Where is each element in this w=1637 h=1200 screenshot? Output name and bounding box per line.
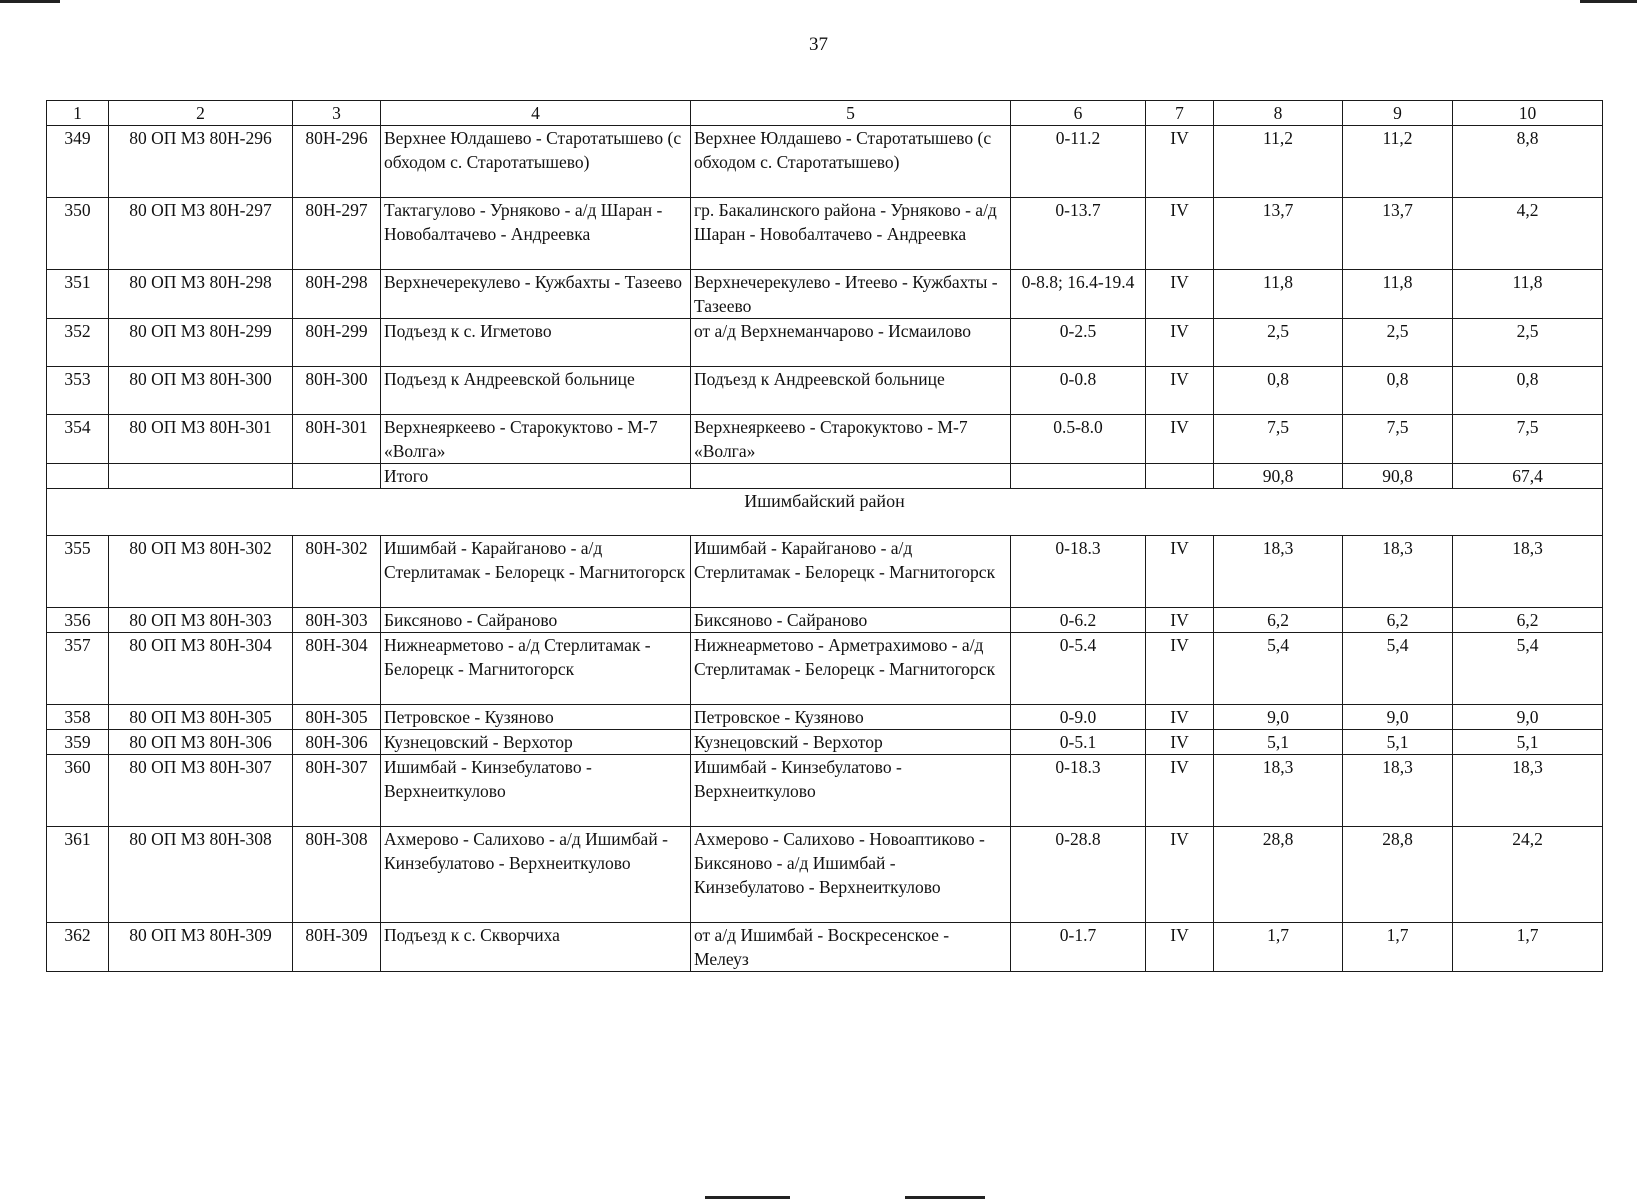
road-short-code: 80Н-300	[293, 367, 381, 415]
length-col10: 8,8	[1453, 126, 1603, 198]
road-code: 80 ОП МЗ 80Н-298	[109, 270, 293, 319]
total-label: Итого	[381, 464, 691, 489]
road-short-code: 80Н-305	[293, 705, 381, 730]
road-route: Петровское - Кузяново	[691, 705, 1011, 730]
section-title: Ишимбайский район	[47, 489, 1603, 536]
road-km-range: 0-9.0	[1011, 705, 1146, 730]
road-km-range: 0-8.8; 16.4-19.4	[1011, 270, 1146, 319]
road-km-range: 0-2.5	[1011, 319, 1146, 367]
road-km-range: 0-28.8	[1011, 827, 1146, 923]
length-total: 7,5	[1214, 415, 1343, 464]
total-value: 67,4	[1453, 464, 1603, 489]
total-value: 90,8	[1343, 464, 1453, 489]
road-short-code: 80Н-303	[293, 608, 381, 633]
road-name: Ишимбай - Карайганово - а/д Стерлитамак - Белорецк - Магнитогорск	[381, 536, 691, 608]
road-code: 80 ОП МЗ 80Н-302	[109, 536, 293, 608]
road-short-code: 80Н-298	[293, 270, 381, 319]
road-short-code: 80Н-297	[293, 198, 381, 270]
length-col9: 18,3	[1343, 755, 1453, 827]
length-total: 6,2	[1214, 608, 1343, 633]
length-col10: 18,3	[1453, 536, 1603, 608]
length-col9: 13,7	[1343, 198, 1453, 270]
section-row	[47, 489, 1603, 536]
road-name: Ишимбай - Кинзебулатово - Верхнеиткулово	[381, 755, 691, 827]
road-km-range: 0-13.7	[1011, 198, 1146, 270]
road-km-range: 0-0.8	[1011, 367, 1146, 415]
road-name: Биксяново - Сайраново	[381, 608, 691, 633]
road-category: IV	[1146, 126, 1214, 198]
length-total: 18,3	[1214, 536, 1343, 608]
column-header: 10	[1453, 101, 1603, 126]
road-category: IV	[1146, 319, 1214, 367]
road-km-range: 0-5.4	[1011, 633, 1146, 705]
length-total: 18,3	[1214, 755, 1343, 827]
length-col9: 7,5	[1343, 415, 1453, 464]
road-route: Верхнечерекулево - Итеево - Кужбахты - Тазеево	[691, 270, 1011, 319]
length-total: 9,0	[1214, 705, 1343, 730]
road-category: IV	[1146, 730, 1214, 755]
roads-table	[46, 100, 1603, 972]
road-km-range: 0-18.3	[1011, 755, 1146, 827]
road-route: Подъезд к Андреевской больнице	[691, 367, 1011, 415]
road-name: Кузнецовский - Верхотор	[381, 730, 691, 755]
road-code: 80 ОП МЗ 80Н-306	[109, 730, 293, 755]
length-total: 1,7	[1214, 923, 1343, 972]
column-header: 1	[47, 101, 109, 126]
length-col9: 9,0	[1343, 705, 1453, 730]
table-row	[47, 705, 1603, 730]
road-route: Нижнеарметово - Арметрахимово - а/д Стерлитамак - Белорецк - Магнитогорск	[691, 633, 1011, 705]
length-col9: 11,2	[1343, 126, 1453, 198]
length-col10: 5,4	[1453, 633, 1603, 705]
road-category: IV	[1146, 270, 1214, 319]
table-row	[47, 126, 1603, 198]
road-code: 80 ОП МЗ 80Н-309	[109, 923, 293, 972]
column-header: 8	[1214, 101, 1343, 126]
table-row	[47, 827, 1603, 923]
road-route: гр. Бакалинского района - Урняково - а/д Шаран - Новобалтачево - Андреевка	[691, 198, 1011, 270]
column-header: 9	[1343, 101, 1453, 126]
row-number: 350	[47, 198, 109, 270]
road-category: IV	[1146, 367, 1214, 415]
column-header: 3	[293, 101, 381, 126]
length-col9: 2,5	[1343, 319, 1453, 367]
road-name: Верхнечерекулево - Кужбахты - Тазеево	[381, 270, 691, 319]
road-short-code: 80Н-306	[293, 730, 381, 755]
length-col10: 0,8	[1453, 367, 1603, 415]
road-km-range: 0-18.3	[1011, 536, 1146, 608]
length-col9: 28,8	[1343, 827, 1453, 923]
row-number: 352	[47, 319, 109, 367]
road-name: Петровское - Кузяново	[381, 705, 691, 730]
road-category: IV	[1146, 827, 1214, 923]
length-total: 0,8	[1214, 367, 1343, 415]
road-route: Верхнеяркеево - Старокуктово - М-7 «Волга»	[691, 415, 1011, 464]
road-name: Подъезд к с. Игметово	[381, 319, 691, 367]
length-col9: 1,7	[1343, 923, 1453, 972]
row-number: 349	[47, 126, 109, 198]
road-name: Подъезд к с. Скворчиха	[381, 923, 691, 972]
road-code: 80 ОП МЗ 80Н-305	[109, 705, 293, 730]
empty-cell	[1146, 464, 1214, 489]
road-short-code: 80Н-309	[293, 923, 381, 972]
row-number: 357	[47, 633, 109, 705]
row-number: 353	[47, 367, 109, 415]
length-col9: 5,1	[1343, 730, 1453, 755]
road-short-code: 80Н-301	[293, 415, 381, 464]
road-short-code: 80Н-299	[293, 319, 381, 367]
length-col9: 0,8	[1343, 367, 1453, 415]
length-col9: 11,8	[1343, 270, 1453, 319]
road-name: Нижнеарметово - а/д Стерлитамак - Белорецк - Магнитогорск	[381, 633, 691, 705]
scan-edge-mark	[1580, 0, 1637, 3]
column-header: 5	[691, 101, 1011, 126]
road-km-range: 0-6.2	[1011, 608, 1146, 633]
road-category: IV	[1146, 633, 1214, 705]
length-total: 11,8	[1214, 270, 1343, 319]
length-col10: 1,7	[1453, 923, 1603, 972]
length-col10: 7,5	[1453, 415, 1603, 464]
road-route: от а/д Верхнеманчарово - Исмаилово	[691, 319, 1011, 367]
road-category: IV	[1146, 608, 1214, 633]
road-route: Биксяново - Сайраново	[691, 608, 1011, 633]
length-col10: 24,2	[1453, 827, 1603, 923]
road-km-range: 0-5.1	[1011, 730, 1146, 755]
road-category: IV	[1146, 198, 1214, 270]
table-row	[47, 730, 1603, 755]
column-header: 2	[109, 101, 293, 126]
road-name: Тактагулово - Урняково - а/д Шаран - Новобалтачево - Андреевка	[381, 198, 691, 270]
road-name: Верхнеяркеево - Старокуктово - М-7 «Волга»	[381, 415, 691, 464]
empty-cell	[47, 464, 109, 489]
scan-edge-mark	[905, 1196, 985, 1199]
road-short-code: 80Н-296	[293, 126, 381, 198]
road-km-range: 0-11.2	[1011, 126, 1146, 198]
table-row	[47, 633, 1603, 705]
length-col10: 2,5	[1453, 319, 1603, 367]
road-name: Ахмерово - Салихово - а/д Ишимбай - Кинзебулатово - Верхнеиткулово	[381, 827, 691, 923]
total-value: 90,8	[1214, 464, 1343, 489]
road-km-range: 0-1.7	[1011, 923, 1146, 972]
length-col10: 5,1	[1453, 730, 1603, 755]
empty-cell	[293, 464, 381, 489]
road-code: 80 ОП МЗ 80Н-299	[109, 319, 293, 367]
empty-cell	[1011, 464, 1146, 489]
table-row	[47, 319, 1603, 367]
length-col10: 11,8	[1453, 270, 1603, 319]
empty-cell	[691, 464, 1011, 489]
road-short-code: 80Н-307	[293, 755, 381, 827]
scan-edge-mark	[0, 0, 60, 3]
length-col10: 9,0	[1453, 705, 1603, 730]
road-route: Ишимбай - Карайганово - а/д Стерлитамак - Белорецк - Магнитогорск	[691, 536, 1011, 608]
road-code: 80 ОП МЗ 80Н-308	[109, 827, 293, 923]
road-category: IV	[1146, 755, 1214, 827]
length-col10: 4,2	[1453, 198, 1603, 270]
table-row	[47, 198, 1603, 270]
column-header: 7	[1146, 101, 1214, 126]
road-category: IV	[1146, 536, 1214, 608]
road-route: Верхнее Юлдашево - Старотатышево (с обходом с. Старотатышево)	[691, 126, 1011, 198]
road-category: IV	[1146, 415, 1214, 464]
column-header: 4	[381, 101, 691, 126]
road-name: Подъезд к Андреевской больнице	[381, 367, 691, 415]
column-header: 6	[1011, 101, 1146, 126]
length-col10: 18,3	[1453, 755, 1603, 827]
row-number: 361	[47, 827, 109, 923]
road-short-code: 80Н-302	[293, 536, 381, 608]
road-code: 80 ОП МЗ 80Н-301	[109, 415, 293, 464]
total-row	[47, 464, 1603, 489]
row-number: 356	[47, 608, 109, 633]
road-route: от а/д Ишимбай - Воскресенское - Мелеуз	[691, 923, 1011, 972]
length-total: 2,5	[1214, 319, 1343, 367]
length-total: 5,4	[1214, 633, 1343, 705]
empty-cell	[109, 464, 293, 489]
road-category: IV	[1146, 705, 1214, 730]
length-total: 11,2	[1214, 126, 1343, 198]
road-km-range: 0.5-8.0	[1011, 415, 1146, 464]
scan-edge-mark	[705, 1196, 790, 1199]
table-row	[47, 608, 1603, 633]
road-code: 80 ОП МЗ 80Н-300	[109, 367, 293, 415]
length-col9: 6,2	[1343, 608, 1453, 633]
table-row	[47, 270, 1603, 319]
table-row	[47, 755, 1603, 827]
road-code: 80 ОП МЗ 80Н-297	[109, 198, 293, 270]
row-number: 351	[47, 270, 109, 319]
length-total: 28,8	[1214, 827, 1343, 923]
road-route: Ишимбай - Кинзебулатово - Верхнеиткулово	[691, 755, 1011, 827]
road-short-code: 80Н-308	[293, 827, 381, 923]
road-route: Кузнецовский - Верхотор	[691, 730, 1011, 755]
row-number: 358	[47, 705, 109, 730]
length-col9: 5,4	[1343, 633, 1453, 705]
table-row	[47, 923, 1603, 972]
length-total: 13,7	[1214, 198, 1343, 270]
road-code: 80 ОП МЗ 80Н-307	[109, 755, 293, 827]
road-name: Верхнее Юлдашево - Старотатышево (с обходом с. Старотатышево)	[381, 126, 691, 198]
length-col9: 18,3	[1343, 536, 1453, 608]
row-number: 360	[47, 755, 109, 827]
road-category: IV	[1146, 923, 1214, 972]
length-total: 5,1	[1214, 730, 1343, 755]
row-number: 355	[47, 536, 109, 608]
table-row	[47, 415, 1603, 464]
road-short-code: 80Н-304	[293, 633, 381, 705]
row-number: 362	[47, 923, 109, 972]
table-header-row	[47, 101, 1603, 126]
table-row	[47, 536, 1603, 608]
road-code: 80 ОП МЗ 80Н-303	[109, 608, 293, 633]
road-code: 80 ОП МЗ 80Н-304	[109, 633, 293, 705]
length-col10: 6,2	[1453, 608, 1603, 633]
row-number: 354	[47, 415, 109, 464]
table-row	[47, 367, 1603, 415]
page-number: 37	[809, 34, 828, 55]
road-code: 80 ОП МЗ 80Н-296	[109, 126, 293, 198]
road-route: Ахмерово - Салихово - Новоаптиково - Биксяново - а/д Ишимбай - Кинзебулатово - Верхнеиткулово	[691, 827, 1011, 923]
row-number: 359	[47, 730, 109, 755]
